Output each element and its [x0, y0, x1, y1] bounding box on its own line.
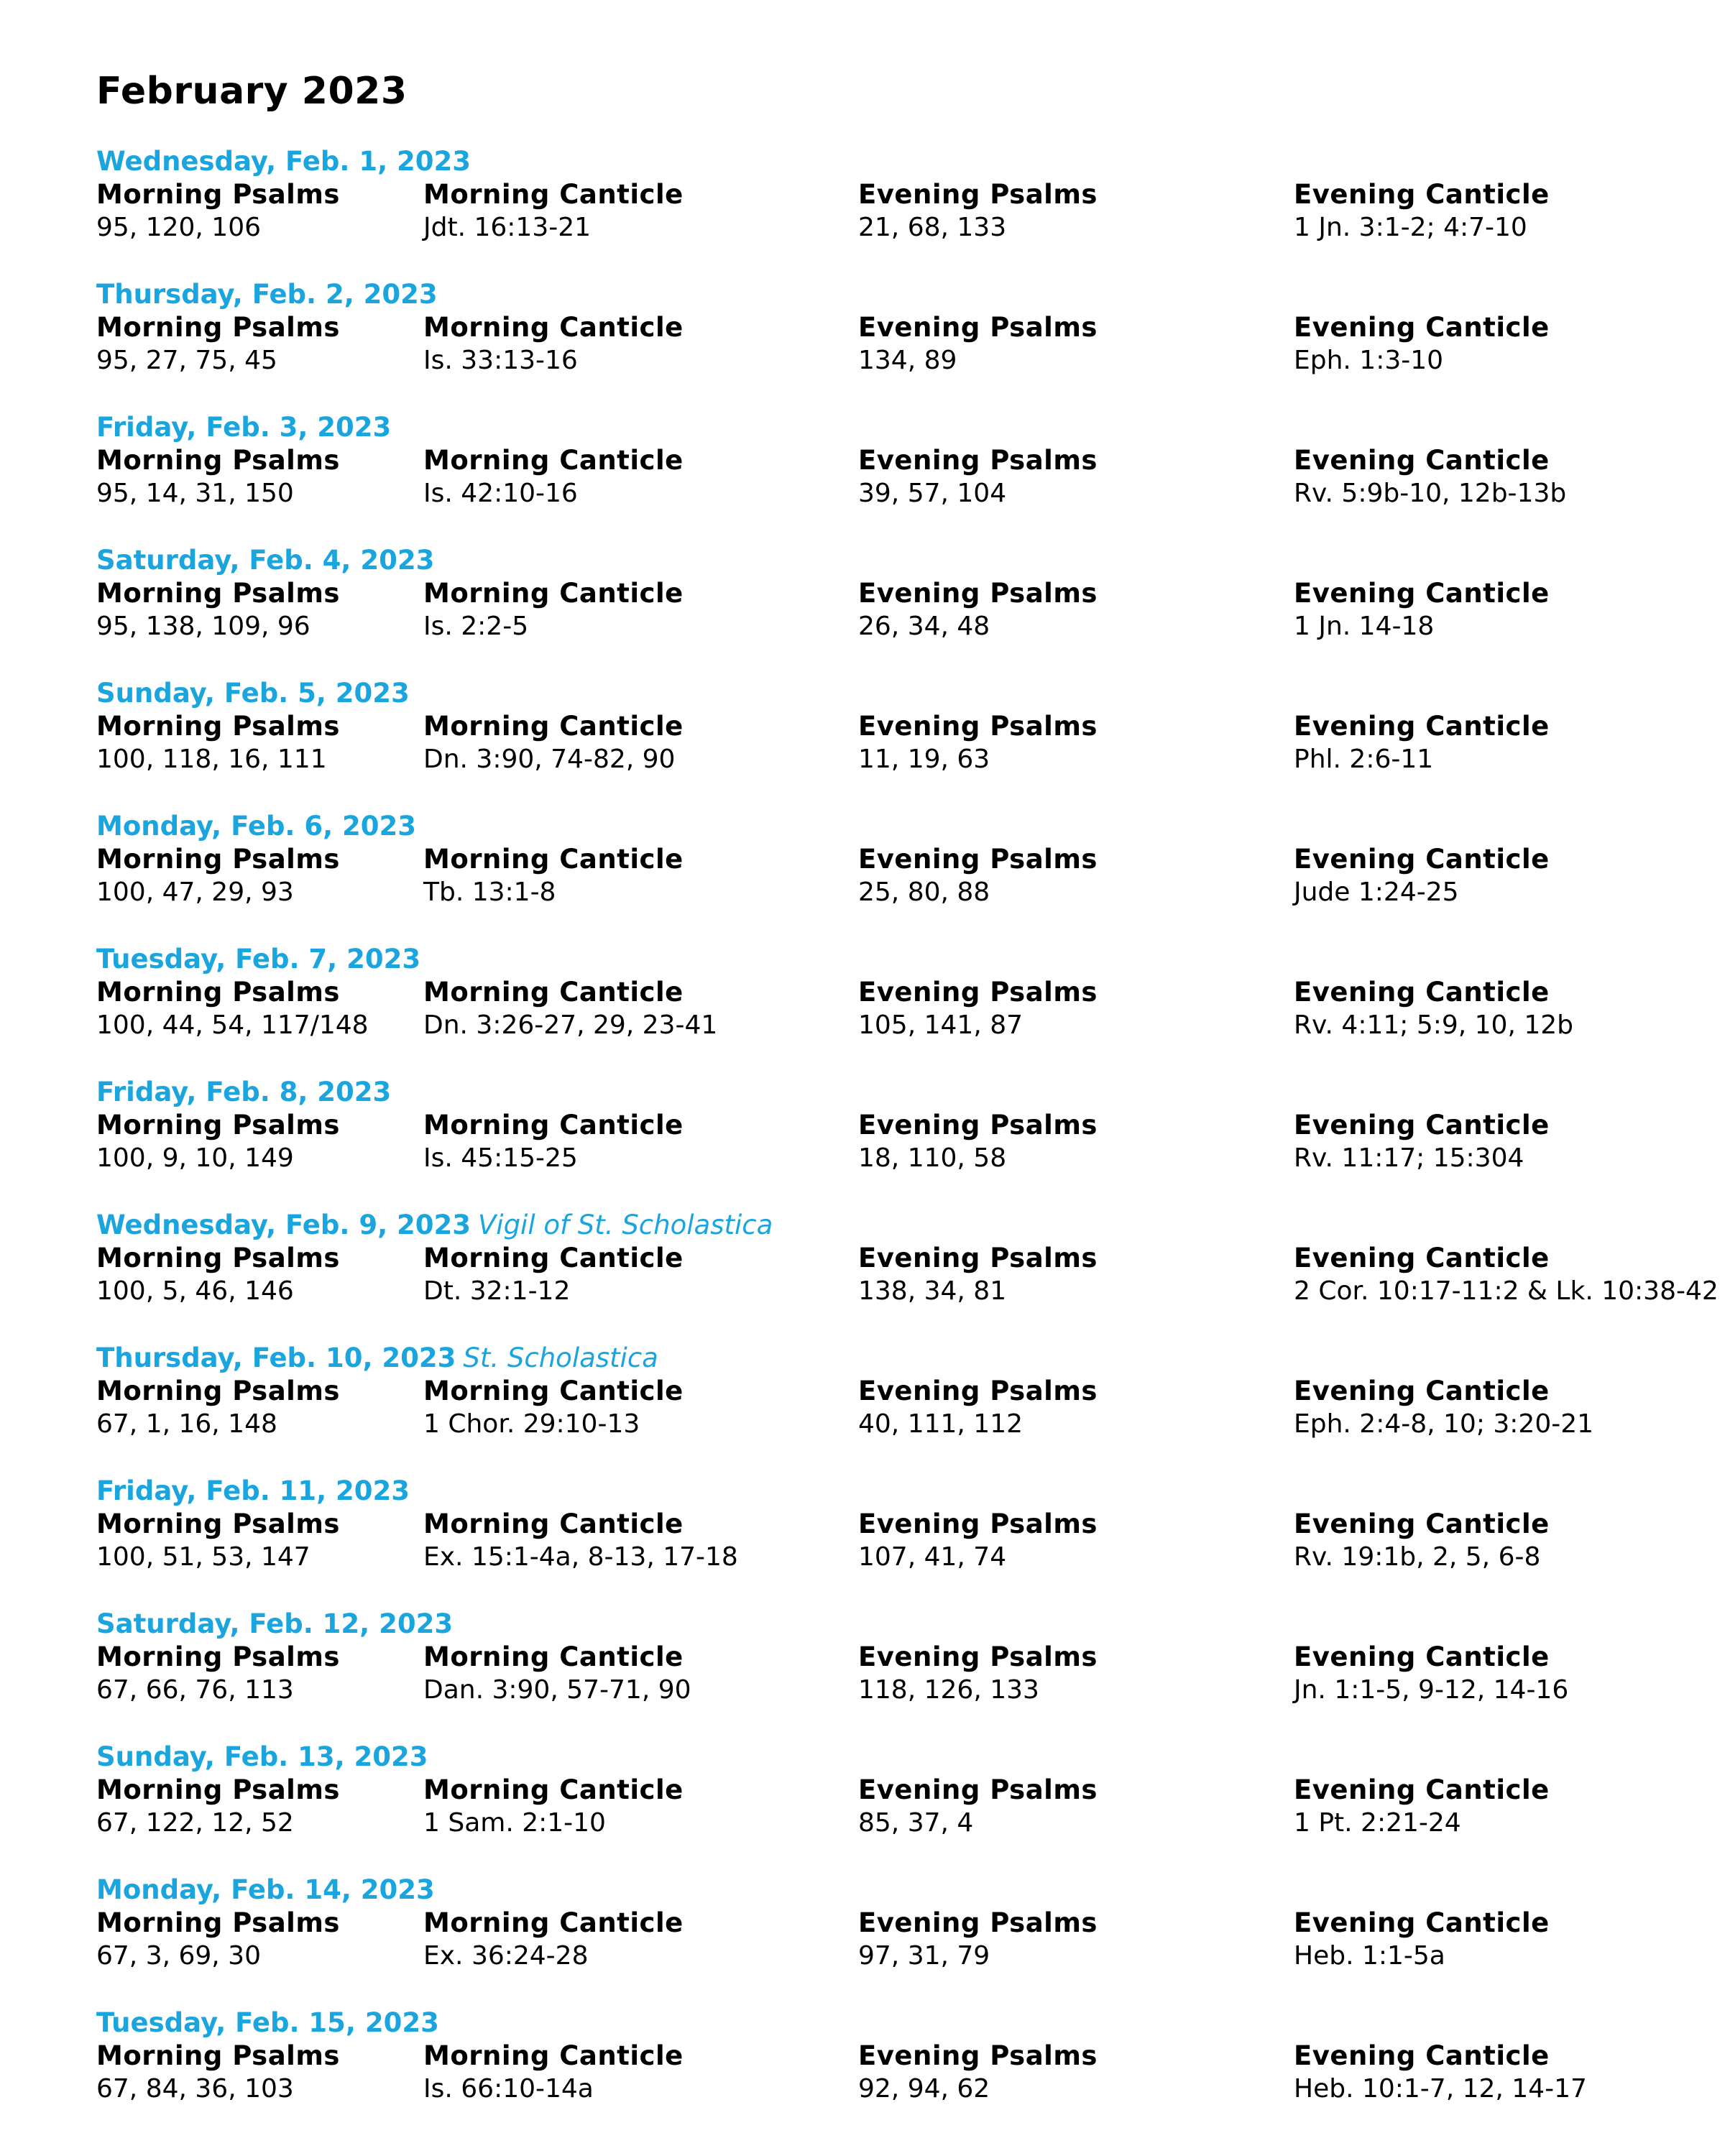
morning-psalms-value: 95, 27, 75, 45 — [96, 346, 277, 375]
morning-psalms-value: 100, 47, 29, 93 — [96, 877, 294, 907]
evening-psalms-column — [858, 1242, 1098, 1308]
evening-psalms-label: Evening Psalms — [858, 578, 1098, 609]
evening-psalms-value: 85, 37, 4 — [858, 1808, 974, 1838]
evening-psalms-column — [858, 1641, 1098, 1707]
morning-canticle-value: Dn. 3:90, 74-82, 90 — [423, 745, 676, 774]
morning-psalms-label: Morning Psalms — [96, 1774, 340, 1805]
day-heading — [96, 1874, 1706, 1907]
morning-psalms-label: Morning Psalms — [96, 1641, 340, 1672]
evening-psalms-label: Evening Psalms — [858, 1376, 1098, 1406]
evening-psalms-value: 107, 41, 74 — [858, 1542, 1007, 1572]
day-date: Thursday, Feb. 10, 2023 — [96, 1342, 456, 1373]
evening-psalms-label: Evening Psalms — [858, 1774, 1098, 1805]
evening-psalms-value: 11, 19, 63 — [858, 745, 990, 774]
evening-canticle-value: Rv. 5:9b-10, 12b-13b — [1294, 479, 1567, 508]
day-heading — [96, 2007, 1706, 2040]
morning-canticle-value: 1 Chor. 29:10-13 — [423, 1409, 640, 1439]
morning-psalms-label: Morning Psalms — [96, 977, 340, 1008]
page-title: February 2023 — [96, 70, 408, 113]
readings-row — [96, 444, 1706, 510]
morning-psalms-value: 95, 138, 109, 96 — [96, 612, 310, 641]
evening-canticle-column — [1294, 1109, 1550, 1175]
evening-psalms-value: 18, 110, 58 — [858, 1143, 1007, 1173]
morning-psalms-value: 100, 51, 53, 147 — [96, 1542, 310, 1572]
evening-psalms-value: 138, 34, 81 — [858, 1276, 1007, 1306]
day-heading — [96, 810, 1706, 843]
morning-canticle-column — [423, 1375, 684, 1441]
morning-canticle-label: Morning Canticle — [423, 2040, 684, 2071]
morning-psalms-value: 67, 84, 36, 103 — [96, 2074, 294, 2104]
day-date: Friday, Feb. 8, 2023 — [96, 1077, 392, 1107]
morning-psalms-label: Morning Psalms — [96, 578, 340, 609]
evening-psalms-value: 26, 34, 48 — [858, 612, 990, 641]
morning-canticle-label: Morning Canticle — [423, 1376, 684, 1406]
evening-canticle-label: Evening Canticle — [1294, 445, 1550, 476]
morning-canticle-value: Is. 2:2-5 — [423, 612, 529, 641]
morning-psalms-value: 67, 122, 12, 52 — [96, 1808, 294, 1838]
evening-psalms-label: Evening Psalms — [858, 1641, 1098, 1672]
evening-canticle-label: Evening Canticle — [1294, 711, 1550, 742]
evening-psalms-column — [858, 976, 1098, 1042]
morning-psalms-label: Morning Psalms — [96, 445, 340, 476]
morning-canticle-value: Dt. 32:1-12 — [423, 1276, 571, 1306]
evening-psalms-column — [858, 1109, 1098, 1175]
morning-canticle-value: Dan. 3:90, 57-71, 90 — [423, 1675, 691, 1705]
evening-canticle-value: Eph. 1:3-10 — [1294, 346, 1444, 375]
morning-psalms-label: Morning Psalms — [96, 1907, 340, 1938]
morning-psalms-label: Morning Psalms — [96, 1376, 340, 1406]
evening-psalms-value: 39, 57, 104 — [858, 479, 1007, 508]
readings-row — [96, 1375, 1706, 1441]
evening-psalms-value: 25, 80, 88 — [858, 877, 990, 907]
evening-psalms-label: Evening Psalms — [858, 1508, 1098, 1539]
day-date: Monday, Feb. 14, 2023 — [96, 1874, 435, 1905]
readings-row — [96, 1508, 1706, 1574]
evening-canticle-label: Evening Canticle — [1294, 1641, 1550, 1672]
readings-row — [96, 710, 1706, 776]
morning-canticle-label: Morning Canticle — [423, 578, 684, 609]
readings-row — [96, 976, 1706, 1042]
day-date: Friday, Feb. 3, 2023 — [96, 412, 392, 443]
evening-canticle-value: Rv. 11:17; 15:304 — [1294, 1143, 1524, 1173]
day-heading — [96, 1608, 1706, 1641]
evening-canticle-column — [1294, 1508, 1550, 1574]
morning-canticle-value: Tb. 13:1-8 — [423, 877, 556, 907]
day-date: Monday, Feb. 6, 2023 — [96, 811, 417, 842]
evening-psalms-label: Evening Psalms — [858, 179, 1098, 210]
morning-canticle-column — [423, 976, 717, 1042]
evening-canticle-column — [1294, 2040, 1587, 2106]
morning-canticle-column — [423, 1907, 684, 1973]
morning-canticle-label: Morning Canticle — [423, 312, 684, 343]
evening-canticle-column — [1294, 311, 1550, 377]
morning-canticle-label: Morning Canticle — [423, 977, 684, 1008]
evening-psalms-column — [858, 2040, 1098, 2106]
morning-psalms-column — [96, 976, 369, 1042]
evening-psalms-value: 92, 94, 62 — [858, 2074, 990, 2104]
morning-canticle-column — [423, 710, 684, 776]
evening-psalms-value: 134, 89 — [858, 346, 957, 375]
morning-canticle-value: 1 Sam. 2:1-10 — [423, 1808, 606, 1838]
evening-psalms-column — [858, 843, 1098, 909]
day-date: Sunday, Feb. 13, 2023 — [96, 1741, 428, 1772]
evening-canticle-column — [1294, 843, 1550, 909]
day-heading — [96, 1209, 1706, 1242]
evening-canticle-label: Evening Canticle — [1294, 1774, 1550, 1805]
morning-psalms-label: Morning Psalms — [96, 1243, 340, 1273]
readings-row — [96, 1774, 1706, 1840]
day-date: Tuesday, Feb. 7, 2023 — [96, 944, 421, 975]
evening-canticle-column — [1294, 1375, 1593, 1441]
morning-psalms-value: 67, 1, 16, 148 — [96, 1409, 277, 1439]
readings-row — [96, 311, 1706, 377]
morning-psalms-label: Morning Psalms — [96, 1508, 340, 1539]
day-entry — [96, 1209, 1719, 1342]
evening-psalms-label: Evening Psalms — [858, 1907, 1098, 1938]
day-entry — [96, 943, 1706, 1076]
day-entry — [96, 544, 1706, 677]
day-entry — [96, 677, 1706, 810]
morning-psalms-column — [96, 1242, 340, 1308]
morning-psalms-column — [96, 1774, 340, 1840]
morning-psalms-column — [96, 1508, 340, 1574]
day-entry — [96, 2007, 1706, 2139]
morning-psalms-label: Morning Psalms — [96, 1110, 340, 1141]
morning-psalms-value: 100, 5, 46, 146 — [96, 1276, 294, 1306]
morning-canticle-label: Morning Canticle — [423, 1508, 684, 1539]
readings-row — [96, 577, 1706, 643]
morning-canticle-label: Morning Canticle — [423, 1110, 684, 1141]
evening-canticle-label: Evening Canticle — [1294, 578, 1550, 609]
evening-canticle-column — [1294, 976, 1573, 1042]
morning-psalms-column — [96, 1907, 340, 1973]
evening-psalms-label: Evening Psalms — [858, 711, 1098, 742]
evening-psalms-column — [858, 311, 1098, 377]
evening-canticle-value: 1 Pt. 2:21-24 — [1294, 1808, 1461, 1838]
morning-psalms-column — [96, 2040, 340, 2106]
feast-name: St. Scholastica — [463, 1342, 658, 1373]
evening-psalms-column — [858, 710, 1098, 776]
evening-canticle-column — [1294, 1907, 1550, 1973]
morning-canticle-value: Is. 33:13-16 — [423, 346, 578, 375]
evening-canticle-value: Heb. 10:1-7, 12, 14-17 — [1294, 2074, 1587, 2104]
morning-canticle-value: Jdt. 16:13-21 — [423, 213, 592, 242]
morning-canticle-column — [423, 1774, 684, 1840]
evening-canticle-value: Eph. 2:4-8, 10; 3:20-21 — [1294, 1409, 1594, 1439]
morning-psalms-column — [96, 710, 340, 776]
morning-canticle-value: Dn. 3:26-27, 29, 23-41 — [423, 1010, 718, 1040]
evening-psalms-label: Evening Psalms — [858, 977, 1098, 1008]
morning-canticle-label: Morning Canticle — [423, 1243, 684, 1273]
evening-canticle-column — [1294, 1641, 1568, 1707]
day-date: Tuesday, Feb. 15, 2023 — [96, 2007, 439, 2038]
morning-psalms-label: Morning Psalms — [96, 312, 340, 343]
evening-psalms-column — [858, 1375, 1098, 1441]
morning-psalms-value: 95, 120, 106 — [96, 213, 262, 242]
morning-psalms-value: 100, 118, 16, 111 — [96, 745, 327, 774]
evening-canticle-label: Evening Canticle — [1294, 1376, 1550, 1406]
morning-psalms-label: Morning Psalms — [96, 711, 340, 742]
day-heading — [96, 1475, 1706, 1508]
evening-canticle-label: Evening Canticle — [1294, 1243, 1550, 1273]
morning-canticle-value: Is. 42:10-16 — [423, 479, 578, 508]
evening-psalms-value: 105, 141, 87 — [858, 1010, 1024, 1040]
evening-psalms-label: Evening Psalms — [858, 844, 1098, 875]
evening-psalms-label: Evening Psalms — [858, 2040, 1098, 2071]
evening-canticle-value: Jude 1:24-25 — [1294, 877, 1459, 907]
morning-psalms-column — [96, 577, 340, 643]
morning-canticle-column — [423, 444, 684, 510]
morning-canticle-label: Morning Canticle — [423, 1774, 684, 1805]
morning-canticle-value: Ex. 36:24-28 — [423, 1941, 589, 1971]
evening-canticle-value: Heb. 1:1-5a — [1294, 1941, 1445, 1971]
day-entry — [96, 1475, 1706, 1608]
day-date: Friday, Feb. 11, 2023 — [96, 1475, 410, 1506]
evening-psalms-column — [858, 178, 1098, 244]
day-entry — [96, 1874, 1706, 2007]
morning-psalms-label: Morning Psalms — [96, 844, 340, 875]
evening-canticle-value: 1 Jn. 14-18 — [1294, 612, 1435, 641]
morning-canticle-column — [423, 1242, 684, 1308]
evening-psalms-label: Evening Psalms — [858, 1110, 1098, 1141]
day-heading — [96, 411, 1706, 444]
evening-canticle-label: Evening Canticle — [1294, 1110, 1550, 1141]
morning-psalms-column — [96, 1109, 340, 1175]
evening-canticle-label: Evening Canticle — [1294, 844, 1550, 875]
morning-psalms-value: 67, 3, 69, 30 — [96, 1941, 261, 1971]
morning-canticle-value: Ex. 15:1-4a, 8-13, 17-18 — [423, 1542, 738, 1572]
day-heading — [96, 1342, 1706, 1375]
day-heading — [96, 1741, 1706, 1774]
day-date: Wednesday, Feb. 9, 2023 — [96, 1210, 471, 1240]
evening-psalms-value: 97, 31, 79 — [858, 1941, 990, 1971]
morning-psalms-value: 100, 9, 10, 149 — [96, 1143, 294, 1173]
readings-row — [96, 1641, 1706, 1707]
morning-canticle-column — [423, 577, 684, 643]
day-entry — [96, 411, 1706, 544]
evening-psalms-label: Evening Psalms — [858, 312, 1098, 343]
morning-canticle-column — [423, 311, 684, 377]
evening-canticle-label: Evening Canticle — [1294, 2040, 1550, 2071]
day-heading — [96, 943, 1706, 976]
morning-canticle-column — [423, 843, 684, 909]
morning-canticle-value: Is. 45:15-25 — [423, 1143, 578, 1173]
morning-psalms-label: Morning Psalms — [96, 2040, 340, 2071]
morning-canticle-column — [423, 178, 684, 244]
entries-list — [96, 145, 1719, 2139]
evening-psalms-label: Evening Psalms — [858, 445, 1098, 476]
day-entry — [96, 145, 1706, 278]
morning-psalms-column — [96, 311, 340, 377]
evening-canticle-column — [1294, 444, 1566, 510]
day-date: Thursday, Feb. 2, 2023 — [96, 279, 438, 310]
morning-psalms-value: 100, 44, 54, 117/148 — [96, 1010, 369, 1040]
day-date: Saturday, Feb. 12, 2023 — [96, 1608, 454, 1639]
evening-canticle-label: Evening Canticle — [1294, 1907, 1550, 1938]
readings-row — [96, 2040, 1706, 2106]
morning-canticle-label: Morning Canticle — [423, 445, 684, 476]
evening-canticle-value: Rv. 4:11; 5:9, 10, 12b — [1294, 1010, 1574, 1040]
evening-canticle-value: Phl. 2:6-11 — [1294, 745, 1434, 774]
morning-canticle-label: Morning Canticle — [423, 1641, 684, 1672]
feast-name: Vigil of St. Scholastica — [477, 1210, 773, 1240]
evening-canticle-column — [1294, 577, 1550, 643]
evening-psalms-column — [858, 1508, 1098, 1574]
morning-canticle-label: Morning Canticle — [423, 179, 684, 210]
readings-row — [96, 178, 1706, 244]
evening-canticle-column — [1294, 1242, 1719, 1308]
day-heading — [96, 544, 1706, 577]
readings-row — [96, 1242, 1719, 1308]
day-entry — [96, 1741, 1706, 1874]
morning-psalms-label: Morning Psalms — [96, 179, 340, 210]
day-date: Saturday, Feb. 4, 2023 — [96, 545, 435, 576]
day-heading — [96, 677, 1706, 710]
day-entry — [96, 1342, 1706, 1475]
evening-psalms-value: 40, 111, 112 — [858, 1409, 1024, 1439]
evening-canticle-label: Evening Canticle — [1294, 977, 1550, 1008]
evening-canticle-label: Evening Canticle — [1294, 1508, 1550, 1539]
evening-psalms-column — [858, 1907, 1098, 1973]
morning-canticle-column — [423, 1641, 691, 1707]
evening-canticle-value: Jn. 1:1-5, 9-12, 14-16 — [1294, 1675, 1569, 1705]
evening-psalms-column — [858, 1774, 1098, 1840]
day-date: Wednesday, Feb. 1, 2023 — [96, 146, 471, 177]
day-entry — [96, 278, 1706, 411]
day-date: Sunday, Feb. 5, 2023 — [96, 678, 410, 709]
evening-canticle-column — [1294, 710, 1550, 776]
morning-psalms-value: 95, 14, 31, 150 — [96, 479, 294, 508]
morning-psalms-column — [96, 178, 340, 244]
morning-psalms-column — [96, 1375, 340, 1441]
morning-canticle-label: Morning Canticle — [423, 711, 684, 742]
evening-canticle-label: Evening Canticle — [1294, 179, 1550, 210]
evening-canticle-label: Evening Canticle — [1294, 312, 1550, 343]
day-entry — [96, 1608, 1706, 1741]
morning-canticle-value: Is. 66:10-14a — [423, 2074, 594, 2104]
morning-psalms-value: 67, 66, 76, 113 — [96, 1675, 294, 1705]
evening-canticle-column — [1294, 1774, 1550, 1840]
day-heading — [96, 145, 1706, 178]
evening-psalms-label: Evening Psalms — [858, 1243, 1098, 1273]
evening-psalms-column — [858, 577, 1098, 643]
evening-canticle-column — [1294, 178, 1550, 244]
day-heading — [96, 1076, 1706, 1109]
evening-canticle-value: 2 Cor. 10:17-11:2 & Lk. 10:38-42 — [1294, 1276, 1719, 1306]
morning-psalms-column — [96, 1641, 340, 1707]
evening-psalms-value: 118, 126, 133 — [858, 1675, 1039, 1705]
morning-canticle-column — [423, 1508, 738, 1574]
evening-psalms-column — [858, 444, 1098, 510]
evening-psalms-value: 21, 68, 133 — [858, 213, 1007, 242]
morning-canticle-column — [423, 2040, 684, 2106]
day-heading — [96, 278, 1706, 311]
morning-psalms-column — [96, 444, 340, 510]
evening-canticle-value: 1 Jn. 3:1-2; 4:7-10 — [1294, 213, 1527, 242]
readings-row — [96, 1907, 1706, 1973]
readings-row — [96, 843, 1706, 909]
evening-canticle-value: Rv. 19:1b, 2, 5, 6-8 — [1294, 1542, 1541, 1572]
morning-psalms-column — [96, 843, 340, 909]
day-entry — [96, 1076, 1706, 1209]
morning-canticle-column — [423, 1109, 684, 1175]
day-entry — [96, 810, 1706, 943]
morning-canticle-label: Morning Canticle — [423, 1907, 684, 1938]
readings-row — [96, 1109, 1706, 1175]
morning-canticle-label: Morning Canticle — [423, 844, 684, 875]
